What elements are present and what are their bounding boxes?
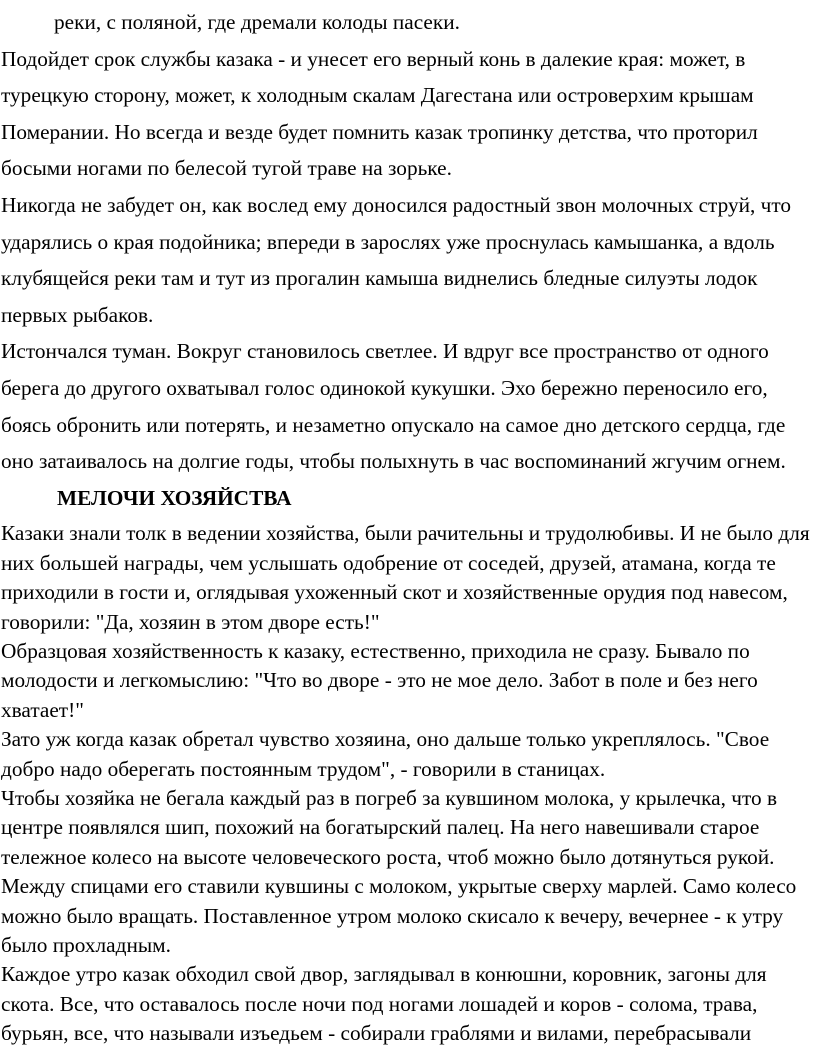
section-before-heading <box>1 4 813 516</box>
paragraph: Никогда не забудет он, как вослед ему доносился радостный звон молочных струй, что ударялись о края подойника; впереди в зарослях уже проснулась камышанка, а вдоль клубящейся реки там и тут из прогалин камыша виднелись бледные силуэты лодок первых рыбаков. <box>1 192 792 327</box>
section-after-heading <box>1 519 813 1048</box>
paragraph-intro-line: реки, с поляной, где дремали колоды пасеки. <box>54 10 460 34</box>
paragraph: Зато уж когда казак обретал чувство хозяина, оно дальше только укреплялось. "Свое добро надо оберегать постоянным трудом", - говорили в станицах. <box>1 727 770 781</box>
paragraph: Чтобы хозяйка не бегала каждый раз в погреб за кувшином молока, у крылечка, что в центре появлялся шип, похожий на богатырский палец. На него навешивали старое тележное колесо на высоте человеческого роста, чтоб можно было дотянуться рукой. Между спицами его ставили кувшины с молоком, укрытые сверху марлей. Само колесо можно было вращать. Поставленное утром молоко скисало к вечеру, вечернее - к утру было прохладным. <box>1 785 797 957</box>
section-heading: МЕЛОЧИ ХОЗЯЙСТВА <box>57 485 292 510</box>
paragraph: Каждое утро казак обходил свой двор, заглядывал в конюшни, коровник, загоны для скота. Все, что оставалось после ночи под ногами лошадей и коров - солома, трава, бурьян, все, что называли изъедьем - собирали граблями и вилами, перебрасывали <box>1 962 767 1046</box>
paragraph: Казаки знали толк в ведении хозяйства, были рачительны и трудолюбивы. И не было для них большей награды, чем услышать одобрение от соседей, друзей, атамана, когда те приходили в гости и, оглядывая ухоженный скот и хозяйственные орудия под навесом, говорили: "Да, хозяин в этом дворе есть!" <box>1 521 810 634</box>
paragraph: Образцовая хозяйственность к казаку, естественно, приходила не сразу. Бывало по молодости и легкомыслию: "Что во дворе - это не мое дело. Забот в поле и без него хватает!" <box>1 638 758 722</box>
paragraph: Подойдет срок службы казака - и унесет его верный конь в далекие края: может, в турецкую сторону, может, к холодным скалам Дагестана или островерхим крышам Померании. Но всегда и везде будет помнить казак тропинку детства, что проторил босыми ногами по белесой тугой траве на зорьке. <box>1 46 758 181</box>
paragraph: Истончался туман. Вокруг становилось светлее. И вдруг все пространство от одного берега до другого охватывал голос одинокой кукушки. Эхо бережно переносило его, боясь обронить или потерять, и незаметно опускало на самое дно детского сердца, где оно затаивалось на долгие годы, чтобы полыхнуть в час воспоминаний жгучим огнем. <box>1 339 786 474</box>
